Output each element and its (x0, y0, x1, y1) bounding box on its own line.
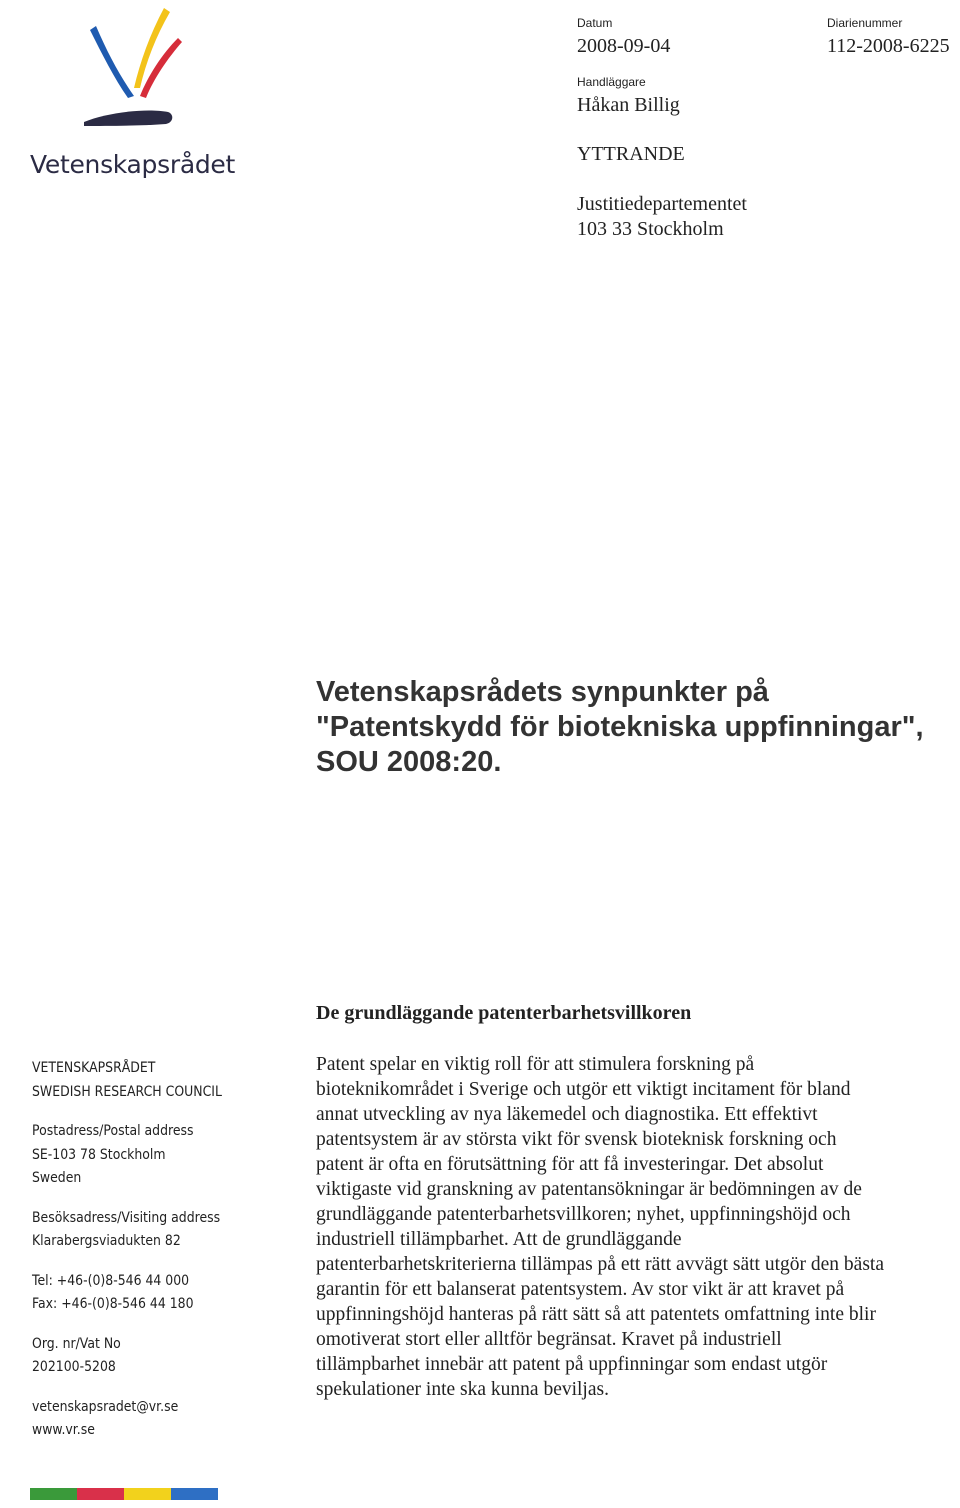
visiting-line: Klarabergsviadukten 82 (32, 1233, 181, 1249)
website-link[interactable]: www.vr.se (32, 1422, 95, 1438)
handlaggare-label: Handläggare (577, 75, 646, 89)
body-line: grundläggande patenterbarhetsvillkoren; nyhet, uppfinningshöjd och (316, 1204, 851, 1225)
title-line: "Patentskydd för biotekniska uppfinningar", (316, 711, 924, 743)
visiting-address (32, 1207, 247, 1254)
body-line: tillämpbarhet innebär att patent på uppfinningar som endast utgör (316, 1354, 828, 1375)
postal-address (32, 1120, 247, 1191)
telephone: Tel: +46-(0)8-546 44 000 (32, 1272, 190, 1289)
org-name-en: SWEDISH RESEARCH COUNCIL (32, 1083, 222, 1100)
body-line: uppfinningshöjd hanteras på rätt sätt så att patentets omfattning inte blir (316, 1304, 876, 1325)
logo-wordmark: Vetenskapsrådet (30, 150, 235, 179)
body-line: patent är ofta en förutsättning för att få investeringar. Det absolut (316, 1154, 824, 1175)
section-heading: De grundläggande patenterbarhetsvillkoren (316, 1002, 692, 1024)
contact-sidebar (32, 1057, 247, 1459)
diarienummer-value: 112-2008-6225 (827, 35, 950, 57)
body-line: spekulationer inte ska kunna beviljas. (316, 1379, 609, 1400)
brand-color-bar (30, 1488, 218, 1500)
color-bar-yellow (124, 1488, 171, 1500)
body-line: garantin för ett balanserat patentsystem. Av stor vikt är att kravet på (316, 1279, 845, 1300)
org-nr-value: 202100-5208 (32, 1359, 116, 1375)
email-link[interactable]: vetenskapsradet@vr.se (32, 1398, 179, 1415)
body-line: patentsystem är av största vikt för svensk bioteknisk forskning och (316, 1129, 837, 1150)
body-line: industriell tillämpbarhet. Att de grundläggande (316, 1229, 682, 1250)
recipient-name: Justitiedepartementet (577, 193, 747, 215)
color-bar-green (30, 1488, 77, 1500)
title-line: Vetenskapsrådets synpunkter på (316, 676, 769, 708)
section-body (316, 1052, 956, 1402)
diarienummer-label: Diarienummer (827, 16, 903, 30)
recipient-address: 103 33 Stockholm (577, 218, 724, 240)
postal-label: Postadress/Postal address (32, 1123, 194, 1139)
visiting-label: Besöksadress/Visiting address (32, 1209, 221, 1226)
body-line: viktigaste vid granskning av patentansökningar är bedömningen av de (316, 1179, 862, 1200)
handlaggare-value: Håkan Billig (577, 94, 680, 116)
body-line: omotiverat stort eller alltför begränsat. Kravet på industriell (316, 1329, 782, 1350)
document-type: YTTRANDE (577, 143, 685, 165)
web-contact (32, 1396, 247, 1443)
org-name-sv: VETENSKAPSRÅDET (32, 1060, 156, 1076)
postal-country: Sweden (32, 1170, 82, 1186)
body-line: bioteknikområdet i Sverige och utgör ett viktigt incitament för bland (316, 1079, 851, 1100)
org-number (32, 1333, 247, 1380)
datum-value: 2008-09-04 (577, 35, 671, 57)
phone-numbers (32, 1270, 247, 1317)
body-line: Patent spelar en viktig roll för att stimulera forskning på (316, 1054, 755, 1075)
title-line: SOU 2008:20. (316, 746, 502, 778)
postal-line: SE-103 78 Stockholm (32, 1146, 166, 1163)
fax: Fax: +46-(0)8-546 44 180 (32, 1296, 194, 1312)
org-names (32, 1057, 247, 1104)
color-bar-blue (171, 1488, 218, 1500)
datum-label: Datum (577, 16, 613, 30)
org-nr-label: Org. nr/Vat No (32, 1335, 121, 1352)
body-line: annat utveckling av nya läkemedel och diagnostika. Ett effektivt (316, 1104, 818, 1125)
color-bar-red (77, 1488, 124, 1500)
body-line: patenterbarhetskriterierna tillämpas på ett rätt avvägt sätt utgör den bästa (316, 1254, 884, 1275)
document-title (316, 675, 956, 780)
vetenskapsradet-logo-mark (78, 4, 188, 134)
